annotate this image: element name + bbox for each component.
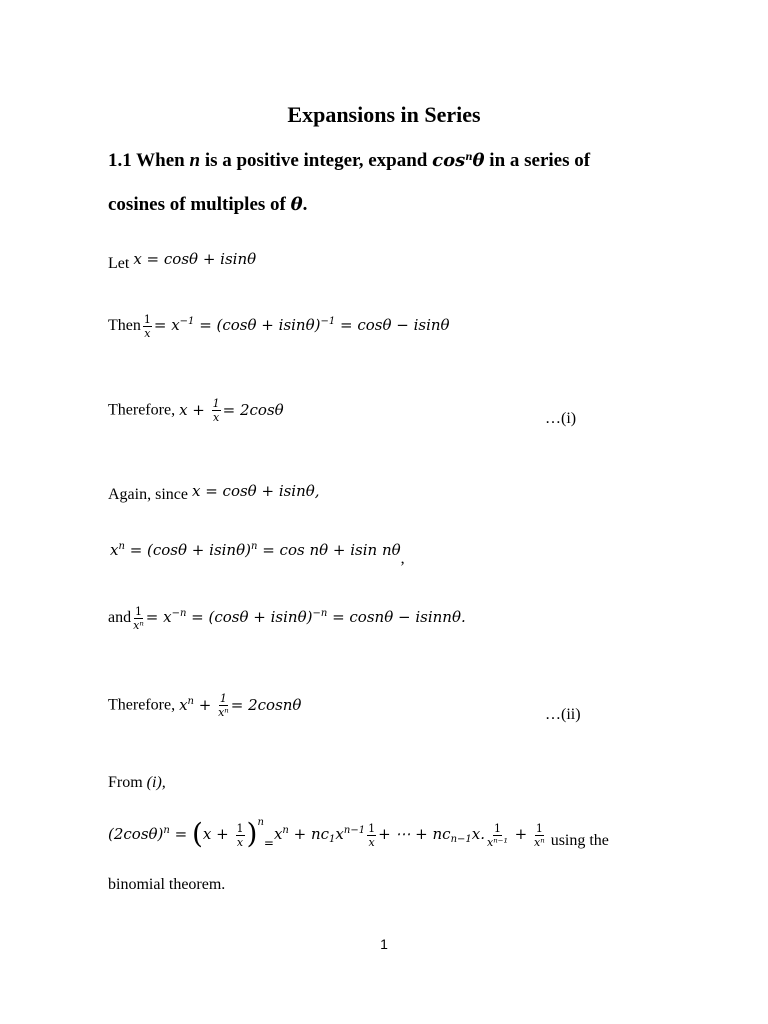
binomial-expansion-line: $(2\cos\theta)^n = (x$ + $\frac{1}{x}$ )$^n_=x^n + nc_1x^{n-1}$ $\frac{1}{x}$ + ⋯ + $nc_{n-1}x$. $\frac{1}{\text{xⁿ⁻¹}}$ + $\frac{1}{\text{xⁿ}}$ using the: [108, 817, 609, 850]
fraction: $\frac{1}{x}$: [143, 313, 151, 340]
therefore-line-i: Therefore, x + $\frac{1}{x}$ = 2cosθ: [108, 397, 284, 424]
page-title: Expansions in Series: [287, 102, 481, 127]
again-line: Again, since x = cosθ + isinθ,: [108, 482, 320, 503]
and-line: and $\frac{1}{\text{xⁿ}}$ = $x^{-n} = (\cos\theta + isin\theta)^{-n} = \cos n\theta - isinn\theta$.: [108, 605, 466, 632]
section-heading: 1.1 When n is a positive integer, expand $\cos^n\theta$ in a series of: [108, 150, 591, 171]
equation-label-ii: …(ii): [545, 706, 581, 723]
then-line: Then $\frac{1}{x}$ = $x^{-1} = (\cos\theta + isin\theta)^{-1} = \cos\theta - isin\theta$: [108, 313, 450, 340]
section-heading-line2: cosines of multiples of θ.: [108, 194, 308, 215]
page-number: 1: [380, 936, 388, 952]
binomial-theorem-line: binomial theorem.: [108, 876, 226, 893]
cos-n-theta-math: $\cos^n\theta$: [432, 150, 485, 171]
xn-expansion-line: $x^n = (\cos\theta + isin\theta)^n = \cos n\theta + isin$ nθ,: [110, 541, 405, 567]
let-line: Let x = cosθ + isinθ: [108, 250, 257, 272]
equation-label-i: …(i): [545, 410, 577, 427]
from-line: From (i),: [108, 774, 166, 791]
therefore-line-ii: Therefore, $x^n$ + $\frac{1}{\text{xⁿ}}$ = 2cosnθ: [108, 692, 302, 719]
